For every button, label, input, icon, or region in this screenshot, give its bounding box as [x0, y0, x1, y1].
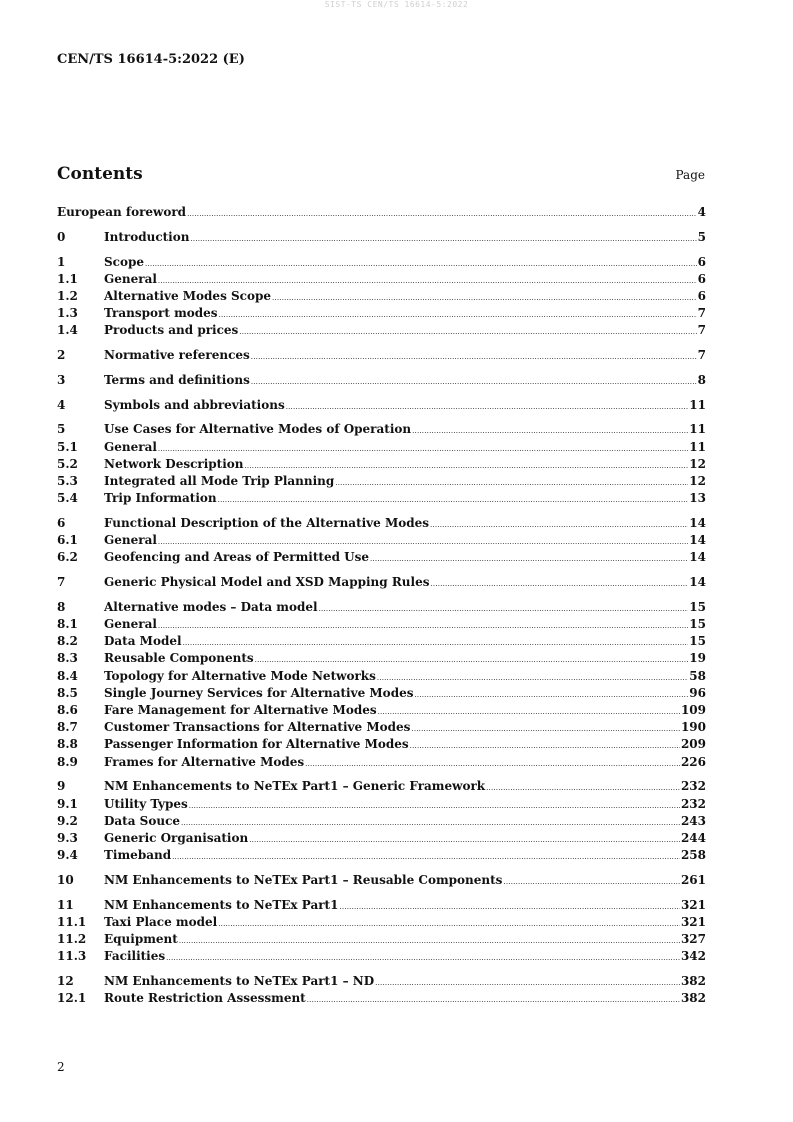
toc-entry[interactable] [57, 650, 706, 667]
toc-entry[interactable] [57, 229, 706, 246]
toc-entry[interactable] [57, 830, 706, 847]
dot-leader [430, 517, 688, 534]
toc-entry-page: 6 [697, 254, 706, 269]
toc-entry-number: 8.7 [57, 720, 78, 735]
toc-entry-page: 342 [680, 949, 706, 964]
toc-entry-page: 226 [680, 754, 706, 769]
toc-entry-number: 9 [57, 779, 66, 794]
dot-leader [377, 670, 688, 687]
toc-entry-title: Reusable Components [104, 651, 254, 666]
toc-entry-title: NM Enhancements to NeTEx Part1 – Generic Framework [104, 779, 486, 794]
toc-entry-page: 11 [689, 397, 706, 412]
dot-leader [286, 399, 689, 416]
toc-entry-page: 13 [689, 491, 706, 506]
dot-leader [158, 618, 688, 635]
dot-leader [166, 950, 680, 967]
toc-entry-number: 9.2 [57, 813, 78, 828]
toc-entry-page: 244 [680, 830, 706, 845]
dot-leader [172, 849, 680, 866]
toc-entry-number: 8.2 [57, 634, 78, 649]
dot-leader [486, 780, 680, 797]
toc-entry[interactable] [57, 872, 706, 889]
toc-entry-title: Network Description [104, 456, 244, 471]
toc-entry-number: 5 [57, 422, 66, 437]
toc-entry-title: Passenger Information for Alternative Modes [104, 737, 409, 752]
toc-entry-title: Introduction [104, 229, 190, 244]
toc-entry-title: Generic Organisation [104, 830, 249, 845]
toc-entry[interactable] [57, 305, 706, 322]
toc-entry[interactable] [57, 490, 706, 507]
toc-entry-page: 321 [680, 914, 706, 929]
toc-entry-number: 9.1 [57, 796, 78, 811]
toc-entry-title: European foreword [57, 205, 187, 219]
dot-leader [183, 635, 689, 652]
toc-entry-page: 12 [689, 474, 706, 488]
toc-entry[interactable] [57, 456, 706, 473]
dot-leader [307, 992, 680, 1009]
toc-entry-number: 3 [57, 372, 66, 387]
toc-entry-number: 5.4 [57, 491, 78, 506]
toc-entry-title: Use Cases for Alternative Modes of Operation [104, 422, 412, 437]
toc-entry-page: 6 [697, 271, 706, 286]
toc-entry-number: 12 [57, 974, 74, 989]
toc-entry[interactable] [57, 719, 706, 736]
toc-entry[interactable] [57, 549, 706, 566]
toc-entry[interactable] [57, 616, 706, 633]
toc-entry[interactable] [57, 421, 706, 438]
toc-entry-page: 15 [689, 599, 706, 614]
toc-entry-title: Products and prices [104, 323, 239, 338]
toc-entry-title: Data Souce [104, 813, 181, 828]
toc-entry-number: 7 [57, 575, 66, 590]
toc-entry-page: 14 [689, 550, 706, 565]
toc-entry-title: General [104, 533, 157, 548]
toc-entry-number: 1.2 [57, 288, 78, 303]
toc-entry-number: 11.1 [57, 914, 87, 929]
toc-entry[interactable] [57, 439, 706, 456]
toc-entry-number: 0 [57, 229, 66, 244]
document-header: CEN/TS 16614-5:2022 (E) [57, 52, 245, 67]
toc-entry[interactable] [57, 897, 706, 914]
dot-leader [218, 492, 689, 509]
toc-entry-page: 109 [680, 703, 706, 718]
toc-entry[interactable] [57, 973, 706, 990]
toc-entry-page: 4 [697, 205, 706, 219]
dot-leader [411, 721, 680, 738]
toc-entry[interactable] [57, 754, 706, 771]
page-column-label: Page [675, 168, 705, 182]
toc-entry-title: General [104, 439, 157, 454]
toc-entry-number: 5.3 [57, 474, 78, 488]
toc-entry-number: 8.4 [57, 668, 78, 683]
toc-entry-page: 190 [680, 720, 706, 735]
dot-leader [503, 874, 680, 891]
toc-entry-number: 12.1 [57, 991, 87, 1006]
toc-entry[interactable] [57, 515, 706, 532]
toc-entry-title: Symbols and abbreviations [104, 397, 285, 412]
toc-entry-page: 7 [697, 306, 706, 321]
toc-entry-page: 7 [697, 348, 706, 363]
toc-entry-title: Topology for Alternative Mode Networks [104, 668, 376, 683]
toc-entry-page: 12 [689, 456, 706, 471]
toc-entry-number: 1.1 [57, 271, 78, 286]
toc-entry-title: Equipment [104, 932, 178, 947]
toc-entry-title: Utility Types [104, 796, 188, 811]
dot-leader [249, 832, 680, 849]
dot-leader [335, 475, 688, 492]
toc-entry[interactable] [57, 931, 706, 948]
toc-entry-title: Scope [104, 254, 145, 269]
toc-entry-title: Transport modes [104, 306, 218, 321]
toc-entry[interactable] [57, 914, 706, 931]
toc-entry-page: 14 [689, 515, 706, 530]
dot-leader [410, 738, 680, 755]
toc-entry[interactable] [57, 473, 706, 490]
toc-entry[interactable] [57, 847, 706, 864]
toc-entry-title: Customer Transactions for Alternative Modes [104, 720, 411, 735]
toc-entry-page: 96 [689, 685, 706, 700]
dot-leader [412, 423, 688, 440]
toc-entry-title: Geofencing and Areas of Permitted Use [104, 550, 370, 565]
toc-entry[interactable] [57, 778, 706, 795]
toc-entry-page: 15 [689, 617, 706, 632]
toc-entry-title: Normative references [104, 348, 250, 363]
toc-entry-title: Functional Description of the Alternative Modes [104, 515, 430, 530]
toc-entry-number: 4 [57, 397, 66, 412]
toc-entry[interactable] [57, 254, 706, 271]
toc-entry-number: 8 [57, 599, 66, 614]
toc-entry-number: 10 [57, 872, 74, 887]
toc-entry-number: 6.1 [57, 533, 78, 548]
toc-entry[interactable] [57, 271, 706, 288]
toc-entry[interactable] [57, 372, 706, 389]
toc-entry-number: 6 [57, 515, 66, 530]
toc-entry-page: 11 [689, 439, 706, 454]
toc-entry[interactable] [57, 574, 706, 591]
toc-entry-page: 11 [689, 422, 706, 437]
toc-entry[interactable] [57, 347, 706, 364]
toc-entry[interactable] [57, 668, 706, 685]
toc-entry-page: 14 [689, 575, 706, 590]
toc-entry-page: 14 [689, 533, 706, 548]
toc-entry[interactable] [57, 397, 706, 414]
toc-entry[interactable] [57, 633, 706, 650]
toc-entry-title: Trip Information [104, 491, 217, 506]
dot-leader [375, 975, 680, 992]
page-number: 2 [57, 1060, 65, 1074]
toc-entry[interactable] [57, 288, 706, 305]
dot-leader [187, 206, 697, 223]
toc-entry-page: 382 [680, 991, 706, 1006]
toc-entry-title: Taxi Place model [104, 914, 218, 929]
toc-entry-number: 11.2 [57, 932, 87, 947]
toc-entry-number: 5.2 [57, 456, 78, 471]
toc-entry-page: 232 [680, 796, 706, 811]
toc-entry[interactable] [57, 204, 706, 221]
toc-entry-title: Facilities [104, 949, 166, 964]
dot-leader [339, 899, 680, 916]
toc-entry[interactable] [57, 322, 706, 339]
toc-entry-title: General [104, 617, 157, 632]
toc-entry[interactable] [57, 948, 706, 965]
toc-entry-page: 6 [697, 288, 706, 303]
toc-entry-title: Alternative Modes Scope [104, 288, 272, 303]
toc-entry[interactable] [57, 702, 706, 719]
toc-entry[interactable] [57, 599, 706, 616]
toc-entry-page: 19 [689, 651, 706, 666]
toc-entry-number: 2 [57, 348, 66, 363]
toc-entry-number: 6.2 [57, 550, 78, 565]
dot-leader [305, 756, 680, 773]
toc-entry-page: 261 [680, 872, 706, 887]
toc-entry-page: 15 [689, 634, 706, 649]
toc-entry-title: Terms and definitions [104, 372, 250, 387]
toc-entry-page: 382 [680, 974, 706, 989]
toc-entry-number: 8.8 [57, 737, 78, 752]
dot-leader [319, 601, 689, 618]
toc-entry-number: 9.3 [57, 830, 78, 845]
toc-entry[interactable] [57, 990, 706, 1007]
dot-leader [378, 704, 680, 721]
dot-leader [190, 231, 696, 248]
toc-entry-number: 8.1 [57, 617, 78, 632]
contents-title: Contents [57, 164, 143, 184]
toc-entry-title: Alternative modes – Data model [104, 599, 318, 614]
toc-entry-page: 7 [697, 323, 706, 338]
toc-entry-number: 8.9 [57, 754, 78, 769]
toc-entry-title: Route Restriction Assessment [104, 991, 306, 1006]
toc-entry-page: 258 [680, 848, 706, 863]
toc-entry-page: 232 [680, 779, 706, 794]
toc-entry-title: Fare Management for Alternative Modes [104, 703, 377, 718]
dot-leader [251, 374, 697, 391]
toc-entry-number: 9.4 [57, 848, 78, 863]
toc-entry-page: 209 [680, 737, 706, 752]
table-of-contents [57, 204, 706, 1007]
toc-entry[interactable] [57, 796, 706, 813]
toc-entry-page: 243 [680, 813, 706, 828]
toc-entry-page: 58 [689, 668, 706, 683]
toc-entry-number: 8.5 [57, 685, 78, 700]
toc-entry-title: Generic Physical Model and XSD Mapping Rules [104, 575, 430, 590]
dot-leader [179, 933, 680, 950]
dot-leader [239, 324, 696, 341]
dot-leader [414, 687, 688, 704]
toc-entry-number: 1 [57, 254, 66, 269]
toc-entry-page: 5 [697, 229, 706, 244]
toc-entry-number: 1.3 [57, 306, 78, 321]
toc-entry-number: 8.3 [57, 651, 78, 666]
dot-leader [181, 815, 680, 832]
toc-entry-number: 8.6 [57, 703, 78, 718]
toc-entry-number: 5.1 [57, 439, 78, 454]
dot-leader [219, 307, 697, 324]
toc-entry-number: 1.4 [57, 323, 78, 338]
toc-entry-title: Frames for Alternative Modes [104, 754, 305, 769]
dot-leader [218, 916, 680, 933]
toc-entry-title: NM Enhancements to NeTEx Part1 – ND [104, 974, 375, 989]
toc-entry-number: 11.3 [57, 949, 87, 964]
toc-entry-title: NM Enhancements to NeTEx Part1 – Reusable Components [104, 872, 503, 887]
toc-entry-page: 8 [697, 372, 706, 387]
toc-entry-title: Timeband [104, 848, 172, 863]
toc-entry-title: NM Enhancements to NeTEx Part1 [104, 897, 339, 912]
toc-entry-number: 11 [57, 897, 74, 912]
toc-entry-title: General [104, 271, 157, 286]
watermark: SIST-TS CEN/TS 16614-5:2022 [324, 0, 469, 9]
toc-entry-title: Integrated all Mode Trip Planning [104, 474, 335, 488]
toc-entry-title: Single Journey Services for Alternative Modes [104, 685, 414, 700]
dot-leader [145, 256, 697, 273]
toc-entry[interactable] [57, 685, 706, 702]
toc-entry-page: 327 [680, 932, 706, 947]
dot-leader [430, 576, 688, 593]
dot-leader [370, 551, 688, 568]
toc-entry[interactable] [57, 532, 706, 549]
toc-entry[interactable] [57, 736, 706, 753]
dot-leader [189, 798, 680, 815]
dot-leader [251, 349, 697, 366]
toc-entry-page: 321 [680, 897, 706, 912]
dot-leader [272, 290, 697, 307]
toc-entry[interactable] [57, 813, 706, 830]
toc-entry-title: Data Model [104, 634, 182, 649]
